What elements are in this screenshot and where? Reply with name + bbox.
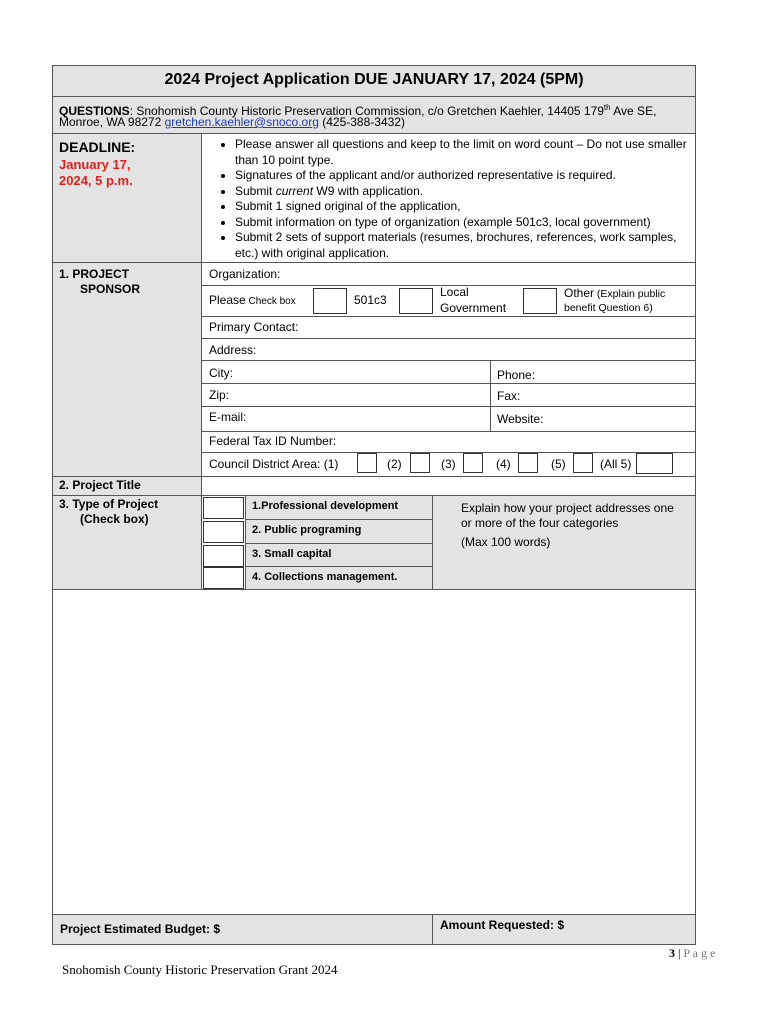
sponsor-label-cell — [53, 263, 201, 476]
sponsor-label-line2: SPONSOR — [80, 282, 141, 296]
org-501c3-checkbox[interactable] — [313, 288, 347, 314]
other-text: Other — [564, 286, 595, 300]
district-3-label: (3) — [441, 457, 456, 471]
district-4-label: (4) — [496, 457, 511, 471]
budget-estimated-label: Project Estimated Budget: $ — [60, 922, 221, 936]
please-text: Please — [209, 293, 246, 307]
org-other-label — [564, 286, 665, 302]
check-box-text: Check box — [245, 296, 296, 307]
project-type-label-cell — [53, 496, 201, 589]
project-title-label-cell — [53, 477, 201, 495]
deadline-instructions — [211, 137, 695, 261]
phone-label: Phone: — [497, 368, 536, 382]
district-5-checkbox[interactable] — [573, 453, 593, 473]
district-1-checkbox[interactable] — [357, 453, 377, 473]
project-type-label-1: 3. Type of Project — [59, 497, 159, 511]
footer-title: Snohomish County Historic Preservation Grant 2024 — [62, 962, 338, 977]
questions-row — [53, 97, 695, 133]
zip-label: Zip: — [209, 388, 230, 402]
primary-contact-label: Primary Contact: — [209, 320, 299, 334]
type-option-4: 4. Collections management. — [252, 571, 398, 583]
address-line — [59, 115, 405, 130]
title-row — [53, 66, 695, 96]
questions-label: QUESTIONS — [59, 104, 130, 118]
org-local-gov-checkbox[interactable] — [399, 288, 433, 314]
questions-text: : Snohomish County Historic Preservation Commission, c/o Gretchen Kaehler, 14405 179 — [129, 104, 604, 118]
phone-text: (425-388-3432) — [318, 115, 405, 129]
questions-sup: th — [603, 103, 611, 112]
instruction-item: • Submit information on type of organization (example 501c3, local government) — [235, 215, 695, 231]
other-note-2: benefit Question 6) — [564, 302, 653, 314]
page-word: P a g e — [683, 946, 716, 960]
questions-text-end: Ave SE, — [610, 104, 657, 118]
deadline-date-line1: January 17, — [59, 157, 131, 172]
tax-id-label: Federal Tax ID Number: — [209, 434, 337, 448]
deadline-label: DEADLINE: — [59, 139, 136, 155]
deadline-date-line2: 2024, 5 p.m. — [59, 173, 133, 188]
type-1-checkbox[interactable] — [203, 497, 244, 519]
org-local-label-2: Government — [440, 301, 507, 315]
form-title: 2024 Project Application DUE JANUARY 17, 2024 (5PM) — [164, 71, 584, 88]
organization-label: Organization: — [209, 267, 281, 281]
application-form — [52, 65, 696, 945]
instruction-item: • Submit current W9 with application. — [235, 184, 695, 200]
district-4-checkbox[interactable] — [518, 453, 538, 473]
explain-line-1: Explain how your project addresses one — [461, 501, 674, 515]
district-5-label: (5) — [551, 457, 566, 471]
address-text: Monroe, WA 98272 — [59, 115, 165, 129]
explain-line-3: (Max 100 words) — [461, 535, 551, 549]
explain-cell — [433, 496, 695, 589]
deadline-label-cell — [53, 134, 201, 262]
org-other-checkbox[interactable] — [523, 288, 557, 314]
org-501c3-label: 501c3 — [354, 293, 387, 307]
website-label: Website: — [497, 412, 544, 426]
type-4-checkbox[interactable] — [203, 567, 244, 589]
project-title-label: 2. Project Title — [59, 478, 141, 492]
budget-row — [53, 915, 695, 944]
budget-requested-label: Amount Requested: $ — [440, 918, 565, 932]
district-3-checkbox[interactable] — [463, 453, 483, 473]
org-local-label-1: Local — [440, 285, 469, 299]
district-2-checkbox[interactable] — [410, 453, 430, 473]
district-2-label: (2) — [387, 457, 402, 471]
type-3-checkbox[interactable] — [203, 545, 244, 567]
other-note-1: (Explain public — [594, 288, 666, 300]
page-number-value: 3 — [669, 946, 675, 960]
district-all-checkbox[interactable] — [636, 453, 673, 474]
type-option-1: 1.Professional development — [252, 500, 399, 512]
please-check-label — [209, 293, 296, 309]
type-2-checkbox[interactable] — [203, 521, 244, 543]
council-district-label: Council District Area: (1) — [209, 457, 339, 471]
page-separator: | — [675, 946, 684, 960]
page-number — [669, 946, 715, 961]
city-label: City: — [209, 366, 233, 380]
project-type-label-2: (Check box) — [80, 512, 149, 526]
instruction-item: • Submit 1 signed original of the application, — [235, 199, 695, 215]
type-option-2: 2. Public programing — [252, 524, 362, 536]
type-option-3: 3. Small capital — [252, 548, 332, 560]
fax-label: Fax: — [497, 389, 521, 403]
district-all-label: (All 5) — [600, 457, 632, 471]
explain-line-2: or more of the four categories — [461, 516, 619, 530]
instruction-item: • Submit 2 sets of support materials (resumes, brochures, references, work samples, etc.) with original application. — [235, 230, 695, 261]
instruction-item: • Please answer all questions and keep to the limit on word count – Do not use smaller than 10 point type. — [235, 137, 695, 168]
instruction-item: • Signatures of the applicant and/or authorized representative is required. — [235, 168, 695, 184]
email-link[interactable]: gretchen.kaehler@snoco.org — [164, 115, 319, 129]
email-label: E-mail: — [209, 410, 247, 424]
sponsor-label-line1: 1. PROJECT — [59, 267, 130, 281]
project-title-input[interactable] — [202, 477, 695, 495]
answer-textarea[interactable] — [53, 590, 695, 914]
address-label: Address: — [209, 343, 257, 357]
